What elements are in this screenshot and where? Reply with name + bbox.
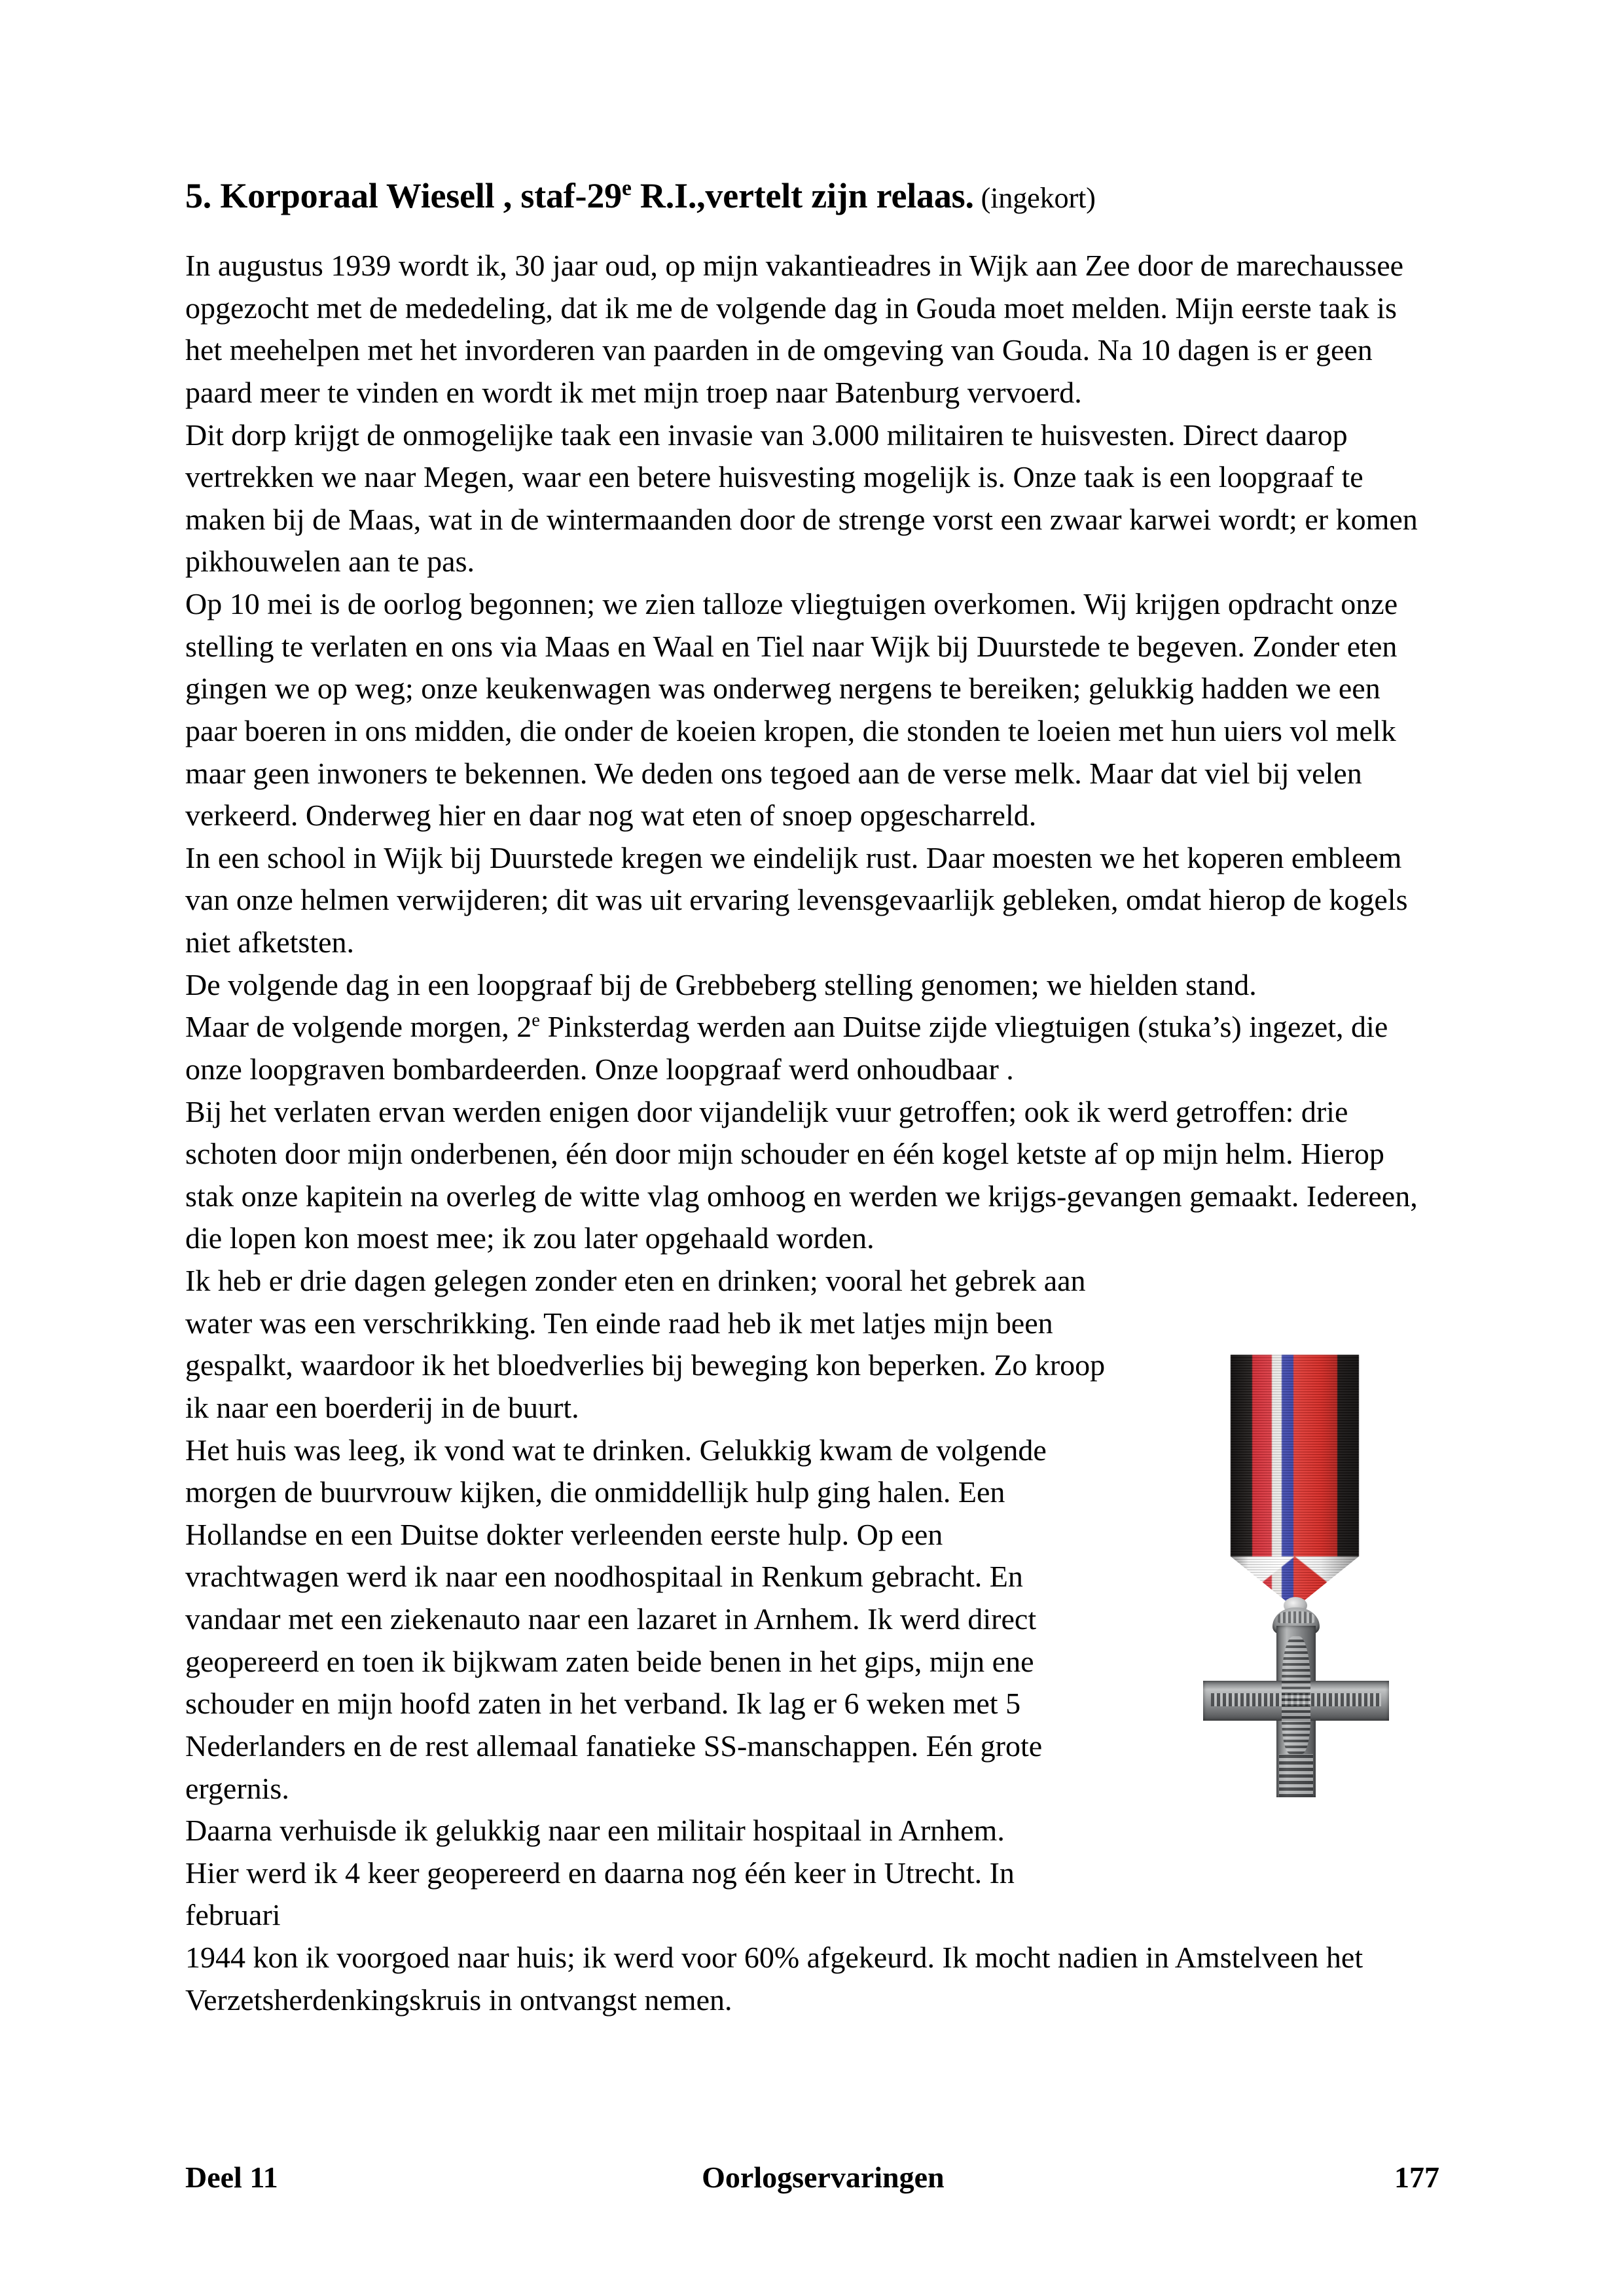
paragraph-2: Dit dorp krijgt de onmogelijke taak een invasie van 3.000 militairen te huisvesten. Direct daarop vertrekken we naar Megen, waar een betere huisvesting mogelijk is. Onze taak is een loopgraaf te maken bij de Maas, wat in de wintermaanden door de strenge vorst een zwaar karwei wordt; er komen pikhouwelen aan te pas. xyxy=(185,418,1418,579)
title-middle: R.I.,vertelt zijn relaas. xyxy=(631,176,974,215)
paragraph-6-before: Maar de volgende morgen, 2 xyxy=(185,1010,532,1044)
paragraph-6-after: Pinksterdag werden aan Duitse zijde vliegtuigen (stuka’s) ingezet, die onze loopgraven bombardeerden. Onze loopgraaf werd onhoudbaar . xyxy=(185,1010,1388,1086)
paragraph-7: Bij het verlaten ervan werden enigen door vijandelijk vuur getroffen; ook ik werd getroffen: drie schoten door mijn onderbenen, één door mijn schouder en één kogel ketste af op mijn helm. Hierop stak onze kapitein na overleg de witte vlag omhoog en werden we krijgs-gevangen gemaakt. Iedereen, die lopen kon moest mee; ik zou later opgehaald worden. xyxy=(185,1094,1418,1255)
cross-center-motif xyxy=(1282,1636,1310,1754)
paragraph-10: Daarna verhuisde ik gelukkig naar een militair hospitaal in Arnhem. Hier werd ik 4 keer geopereerd en daarna nog één keer in Utrecht. In februari xyxy=(185,1814,1015,1932)
ribbon-stripe-white xyxy=(1272,1355,1282,1607)
page-title xyxy=(185,175,1439,216)
paragraph-3: Op 10 mei is de oorlog begonnen; we zien talloze vliegtuigen overkomen. Wij krijgen opdracht onze stelling te verlaten en ons via Maas en Waal en Tiel naar Wijk bij Duurstede te begeven. Zonder eten gingen we op weg; onze keukenwagen was onderweg nergens te bereiken; gelukkig hadden we een paar boeren in ons midden, die onder de koeien kropen, die stonden te loeien met hun uiers vol melk maar geen inwoners te bekennen. We deden ons tegoed aan de verse melk. Maar dat viel bij velen verkeerd. Onderweg hier en daar nog wat eten of snoep opgescharreld. xyxy=(185,587,1398,833)
footer-page-number: 177 xyxy=(1394,2161,1439,2194)
cross-lower-arm-detail xyxy=(1279,1754,1313,1797)
ribbon-stripe-blue xyxy=(1282,1355,1293,1607)
paragraph-6-superscript: e xyxy=(532,1011,540,1031)
paragraph-5: De volgende dag in een loopgraaf bij de Grebbeberg stelling genomen; we hielden stand. xyxy=(185,967,1257,1001)
footer-title-label: Oorlogservaringen xyxy=(702,2161,945,2194)
ribbon-stripe-red-first xyxy=(1252,1355,1271,1607)
paragraph-9: Het huis was leeg, ik vond wat te drinken. Gelukkig kwam de volgende morgen de buurvrouw kijken, die onmiddellijk hulp ging halen. Een Hollandse en een Duitse dokter verleenden eerste hulp. Op een vrachtwagen werd ik naar een noodhospitaal in Renkum gebracht. En vandaar met een ziekenauto naar een lazaret in Arnhem. Ik werd direct geopereerd en toen ik bijkwam zaten beide benen in het gips, mijn ene schouder en mijn hoofd zaten in het verband. Ik lag er 6 weken met 5 Nederlanders en de rest allemaal fanatieke SS-manschappen. Eén grote ergernis. xyxy=(185,1433,1047,1805)
page-footer xyxy=(185,2160,1439,2195)
paragraph-1: In augustus 1939 wordt ik, 30 jaar oud, op mijn vakantieadres in Wijk aan Zee door de marechaussee opgezocht met de mededeling, dat ik me de volgende dag in Gouda moet melden. Mijn eerste taak is het meehelpen met het invorderen van paarden in de omgeving van Gouda. Na 10 dagen is er geen paard meer te vinden en wordt ik met mijn troep naar Batenburg vervoerd. xyxy=(185,249,1404,409)
paragraph-11: 1944 kon ik voorgoed naar huis; ik werd voor 60% afgekeurd. Ik mocht nadien in Amstelveen het Verzetsherdenkingskruis in ontvangst nemen. xyxy=(185,1941,1363,2017)
footer-part-label: Deel 11 xyxy=(185,2161,278,2194)
verzetsherdenkingskruis-medal-image xyxy=(1199,1348,1392,1806)
title-prefix: 5. Korporaal Wiesell , staf-29 xyxy=(185,176,622,215)
paragraph-4: In een school in Wijk bij Duurstede kregen we eindelijk rust. Daar moesten we het koperen embleem van onze helmen verwijderen; dit was uit ervaring levensgevaarlijk gebleken, omdat hierop de kogels niet afketsten. xyxy=(185,840,1408,960)
paragraph-8: Ik heb er drie dagen gelegen zonder eten en drinken; vooral het gebrek aan water was een verschrikking. Ten einde raad heb ik met latjes mijn been gespalkt, waardoor ik het bloedverlies bij beweging kon beperken. Zo kroop ik naar een boerderij in de buurt. xyxy=(185,1264,1106,1424)
paragraph-6 xyxy=(185,1006,1439,1090)
ribbon-stripe-red-second xyxy=(1293,1355,1337,1607)
medal-ribbon xyxy=(1231,1355,1359,1607)
title-superscript: e xyxy=(621,176,632,200)
title-note: (ingekort) xyxy=(973,182,1096,214)
